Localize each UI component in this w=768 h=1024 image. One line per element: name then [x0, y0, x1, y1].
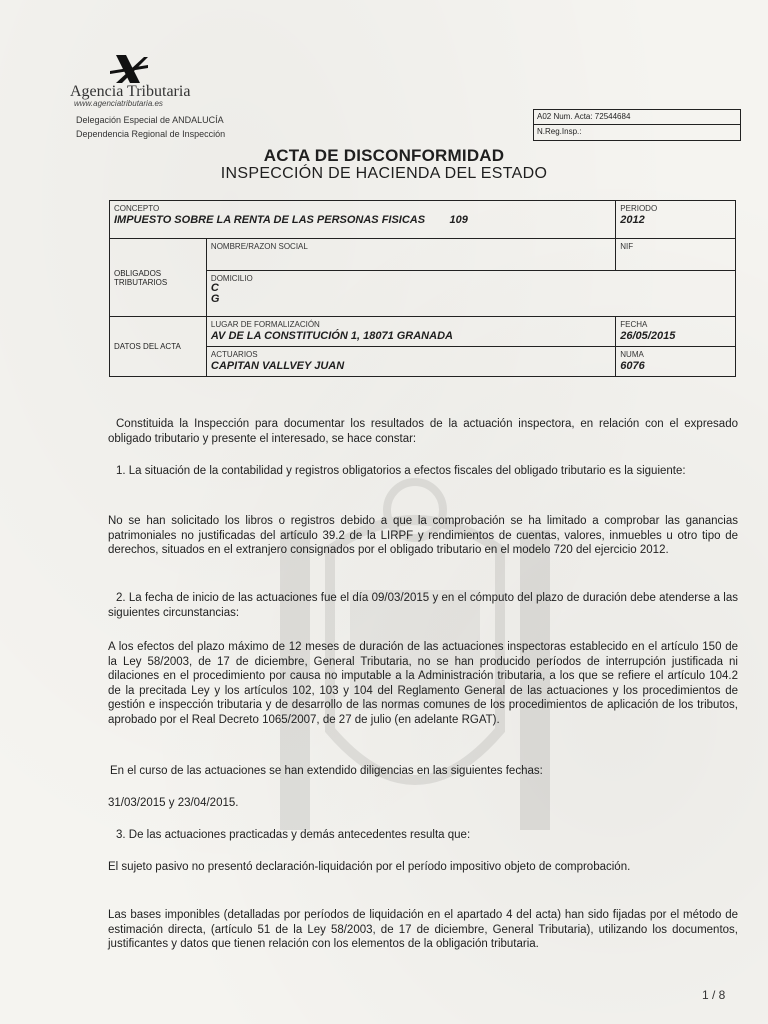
document-title: ACTA DE DISCONFORMIDAD	[263, 146, 505, 165]
actuarios-cell	[206, 347, 615, 377]
paragraph-bases: Las bases imponibles (detalladas por períodos de liquidación en el apartado 4 del acta) han sido fijadas por el método de estimación directa, (artículo 51 de la Ley 58/2003, de 17 de diciembre, General Tributaria), utilizando los documentos, justificantes y datos que tienen relación con los elementos de la obligación tributaria.	[108, 909, 738, 950]
dependency-name: Dependencia Regional de Inspección	[76, 129, 226, 139]
numa-value: 6076	[620, 360, 645, 372]
obligados-label: OBLIGADOS TRIBUTARIOS	[110, 239, 207, 317]
domicilio-line2: G	[210, 293, 220, 305]
concepto-label: CONCEPTO	[114, 204, 160, 213]
agency-logo	[70, 55, 210, 113]
numa-label: NUMA	[620, 350, 644, 359]
acta-header-table	[109, 200, 736, 377]
lugar-cell	[206, 317, 615, 347]
acta-number-box	[533, 109, 741, 141]
paragraph-intro: Constituida la Inspección para documentar los resultados de la actuación inspectora, en relación con el expresado obligado tributario y presente el interesado, se hace constar:	[108, 418, 738, 445]
paragraph-diligencias: En el curso de las actuaciones se han extendido diligencias en las siguientes fechas:	[110, 765, 543, 777]
acta-number: A02 Num. Acta: 72544684	[537, 112, 631, 121]
nombre-label: NOMBRE/RAZON SOCIAL	[210, 242, 308, 251]
reg-number: N.Reg.Insp.:	[534, 124, 740, 139]
fecha-label: FECHA	[620, 320, 648, 329]
fecha-cell	[616, 317, 736, 347]
paragraph-section-3: 3. De las actuaciones practicadas y demás antecedentes resulta que:	[116, 829, 471, 841]
agency-logo-icon	[108, 55, 150, 85]
periodo-value: 2012	[620, 214, 645, 226]
concepto-value: IMPUESTO SOBRE LA RENTA DE LAS PERSONAS FISICAS 109	[114, 214, 468, 226]
paragraph-term: A los efectos del plazo máximo de 12 meses de duración de las actuaciones inspectoras establecido en el artículo 150 de la Ley 58/2003, de 17 de diciembre, General Tributaria, no se han producido períodos de interrupción justificada ni dilaciones en el procedimiento por causa no imputable a la Administración tributaria, a los que se refiere el artículo 104.2 de la precitada Ley y los artículos 102, 103 y 104 del Reglamento General de las actuaciones y los procedimientos de gestión e inspección tributaria y de desarrollo de las normas comunes de los procedimientos de aplicación de los tributos, aprobado por el Real Decreto 1065/2007, de 27 de julio (en adelante RGAT).	[108, 641, 738, 726]
domicilio-label: DOMICILIO	[210, 274, 253, 283]
lugar-label: LUGAR DE FORMALIZACIÓN	[210, 320, 320, 329]
actuarios-value: CAPITAN VALLVEY JUAN	[210, 360, 345, 372]
concepto-cell	[110, 201, 616, 239]
periodo-label: PERIODO	[620, 204, 658, 213]
nif-cell	[616, 239, 736, 271]
periodo-cell	[616, 201, 736, 239]
page-number: 1 / 8	[702, 988, 726, 1002]
lugar-value: AV DE LA CONSTITUCIÓN 1, 18071 GRANADA	[210, 330, 453, 342]
paragraph-accounting: No se han solicitado los libros o registros debido a que la comprobación se ha limitado a comprobar las ganancias patrimoniales no justificadas del artículo 39.2 de la LIRPF y rendimientos de cuentas, valores, inmuebles u otro tipo de derechos, situados en el extranjero consignados por el obligado tributario en el modelo 720 del ejercicio 2012.	[108, 515, 738, 556]
paragraph-section-1: 1. La situación de la contabilidad y registros obligatorios a efectos fiscales del obligado tributario es la siguiente:	[116, 465, 686, 477]
paragraph-no-declaration: El sujeto pasivo no presentó declaración-liquidación por el período impositivo objeto de comprobación.	[108, 861, 631, 873]
datos-acta-label: DATOS DEL ACTA	[110, 317, 207, 377]
nif-label: NIF	[620, 242, 634, 251]
fecha-value: 26/05/2015	[620, 330, 676, 342]
numa-cell	[616, 347, 736, 377]
agency-logo-name: Agencia Tributaria	[70, 83, 191, 100]
paragraph-section-2: 2. La fecha de inicio de las actuaciones fue el día 09/03/2015 y en el cómputo del plazo de duración debe atenderse a las siguientes circunstancias:	[108, 592, 738, 619]
actuarios-label: ACTUARIOS	[210, 350, 258, 359]
domicilio-line1: C	[210, 282, 219, 294]
nombre-cell	[206, 239, 615, 271]
document-subtitle: INSPECCIÓN DE HACIENDA DEL ESTADO	[220, 165, 548, 182]
paragraph-dates: 31/03/2015 y 23/04/2015.	[108, 797, 239, 809]
domicilio-cell	[206, 271, 735, 317]
delegation-name: Delegación Especial de ANDALUCÍA	[76, 115, 224, 125]
agency-logo-url: www.agenciatributaria.es	[74, 99, 163, 108]
